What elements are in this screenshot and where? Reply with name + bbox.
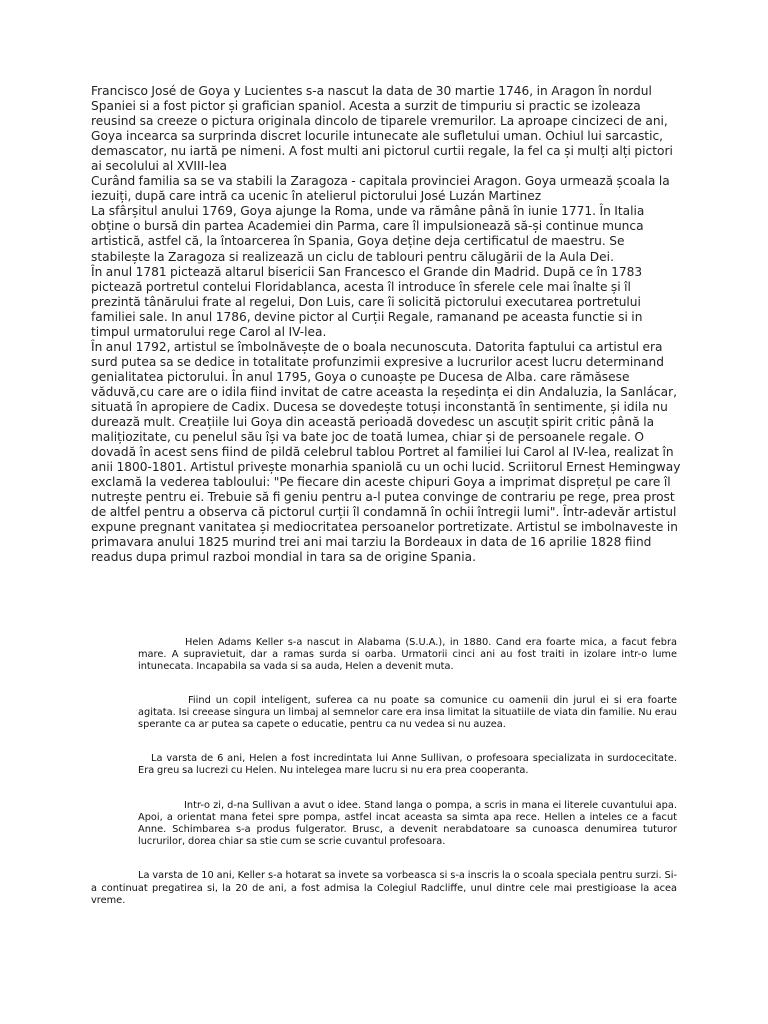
goya-paragraph: În anul 1781 pictează altarul bisericii San Francesco el Grande din Madrid. După ce în 1783 pictează portretul contelui Floridablanca, acesta îl introduce în sferele cele mai înalte și îl prezintă tânărului frate al regelui, Don Luis, care îi solicită pictorului executarea portretului familiei sale. In anul 1786, devine pictor al Curții Regale, ramanand pe aceasta functie si in timpul urmatorului rege Carol al IV-lea.	[91, 264, 643, 339]
goya-paragraph: Curând familia sa se va stabili la Zaragoza - capitala provinciei Aragon. Goya urmează școala la iezuiți, după care intră ca ucenic în atelierul pictorului José Luzán Martinez	[91, 174, 670, 204]
keller-paragraph-text: Fiind un copil inteligent, suferea ca nu poate sa comunice cu oamenii din jurul ei si era foarte agitata. Isi creease singura un limbaj al semnelor care era insa limitat la situatiile de viata din familie. Nu erau sperante ca ar putea sa capete o educatie, pentru ca nu vedea si nu auzea.	[138, 694, 677, 731]
keller-paragraph-text: La varsta de 6 ani, Helen a fost incredintata lui Anne Sullivan, o profesoara specializata in surdocecitate. Era greu sa lucrezi cu Helen. Nu intelegea mare lucru si nu era prea cooperanta.	[138, 753, 677, 777]
goya-paragraph: În anul 1792, artistul se îmbolnăvește de o boala necunoscuta. Datorita faptului ca artistul era surd putea sa se dedice in totalitate profunzimii expresive a lucrurilor acest lucru determinand genialitatea pictorului. În anul 1795, Goya o cunoaște pe Ducesa de Alba. care rămăsese văduvă,cu care are o idila fiind invitat de catre aceasta la reședința ei din Andaluzia, la Sanlácar, situată în apropiere de Cadix. Ducesa se dovedește totuși inconstantă în sentimente, și idila nu durează mult. Creațiile lui Goya din această perioadă dovedesc un ascuțit spirit critic până la malițiozitate, cu penelul său își va bate joc de toată lumea, chiar și de persoanele regale. O dovadă în acest sens fiind de pildă celebrul tablou Portret al familiei lui Carol al IV-lea, realizat în anii 1800-1801. Artistul privește monarhia spaniolă cu un ochi lucid. Scriitorul Ernest Hemingway exclamă la vederea tabloului: "Pe fiecare din aceste chipuri Goya a imprimat disprețul pe care îl nutrește pentru ei. Trebuie să fi geniu pentru a-l putea convinge de contrariu pe rege, prea prost de altfel pentru a observa că pictorul curții îl condamnă în ochii întregii lumi". Într-adevăr artistul expune pregnant vanitatea și mediocritatea persoanelor portretizate. Artistul se imbolnaveste in primavara anului 1825 murind trei ani mai tarziu la Bordeaux in data de 16 aprilie 1828 fiind readus dupa primul razboi mondial in tara sa de origine Spania.	[91, 339, 681, 565]
goya-text-block	[91, 84, 681, 566]
keller-paragraph	[138, 753, 677, 777]
keller-paragraph: La varsta de 10 ani, Keller s-a hotarat sa invete sa vorbeasca si s-a inscris la o scoala speciala pentru surzi. Si-a continuat pregatirea si, la 20 de ani, a fost admisa la Colegiul Radcliffe, unul dintre cele mai prestigioase la acea vreme.	[91, 870, 677, 906]
goya-paragraph: La sfârșitul anului 1769, Goya ajunge la Roma, unde va rămâne până în iunie 1771. În Italia obține o bursă din partea Academiei din Parma, care îl impulsionează să-și continue munca artistică, astfel că, la întoarcerea în Spania, Goya deține deja certificatul de maestru. Se stabilește la Zaragoza si realizează un ciclu de tablouri pentru călugării de la Aula Dei.	[91, 204, 645, 264]
goya-paragraph: Francisco José de Goya y Lucientes s-a nascut la data de 30 martie 1746, in Aragon în nordul Spaniei si a fost pictor și grafician spaniol. Acesta a surzit de timpuriu si practic se izoleaza reusind sa creeze o pictura originala dincolo de tiparele vremurilor. La aproape cincizeci de ani, Goya incearca sa surprinda discret locurile intunecate ale sufletului uman. Ochiul lui sarcastic, demascator, nu iartă pe nimeni. A fost multi ani pictorul curtii regale, la fel ca și mulți alți pictori ai secolului al XVIII-lea	[91, 84, 673, 174]
keller-paragraph	[138, 800, 677, 849]
keller-paragraph-text: Helen Adams Keller s-a nascut in Alabama (S.U.A.), in 1880. Cand era foarte mica, a facut febra mare. A supravietuit, dar a ramas surda si oarba. Urmatorii cinci ani au fost traiti in izolare intr-o lume intunecata. Incapabila sa vada si sa auda, Helen a devenit muta.	[138, 637, 677, 673]
keller-paragraph	[138, 695, 677, 732]
keller-paragraph-text: Intr-o zi, d-na Sullivan a avut o idee. Stand langa o pompa, a scris in mana ei literele cuvantului apa. Apoi, a orientat mana fetei spre pompa, astfel incat aceasta sa simta apa rece. Hellen a inteles ce a facut Anne. Schimbarea s-a produs fulgerator. Brusc, a devenit nerabdatoare sa cunoasca denumirea tuturor lucrurilor, dorea chiar sa stie cum se scrie cuvantul profesoara.	[138, 799, 677, 848]
keller-text-block	[91, 637, 677, 907]
keller-paragraph	[138, 637, 677, 674]
